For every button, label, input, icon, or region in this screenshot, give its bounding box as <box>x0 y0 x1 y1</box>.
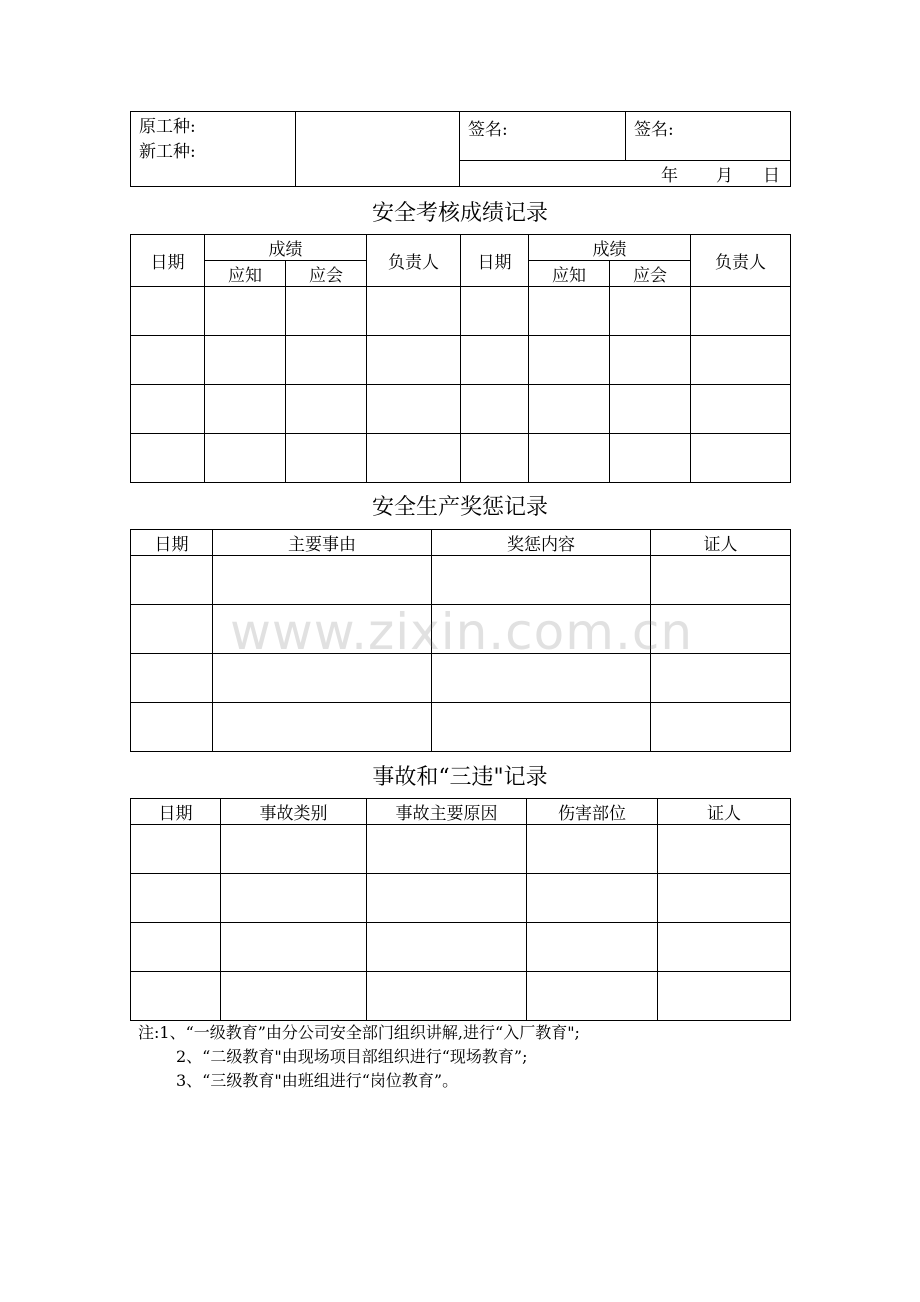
watermark: www.zixin.com.cn <box>230 603 694 661</box>
table-cell <box>205 336 286 385</box>
table-cell <box>529 336 610 385</box>
table-cell <box>658 923 791 972</box>
signature-2-label: 签名: <box>634 120 674 140</box>
table-cell <box>131 703 213 752</box>
table-cell <box>527 874 658 923</box>
reward-content-header: 奖惩内容 <box>432 530 651 556</box>
table-cell <box>432 556 651 605</box>
table-row <box>131 385 791 434</box>
signature-1-label: 签名: <box>468 120 508 140</box>
table-cell <box>205 287 286 336</box>
table-cell <box>131 385 205 434</box>
table-cell <box>286 287 367 336</box>
table-cell <box>131 972 221 1021</box>
note-line-1: 注:1、“一级教育”由分公司安全部门组织讲解,进行“入厂教育"; <box>138 1023 580 1042</box>
table-row <box>131 972 791 1021</box>
table-row <box>131 923 791 972</box>
table-cell <box>221 825 367 874</box>
reward-record-title: 安全生产奖惩记录 <box>371 495 548 520</box>
signature-2 <box>626 112 791 161</box>
table-cell <box>221 874 367 923</box>
month-label: 月 <box>716 166 733 186</box>
table-cell <box>213 605 432 654</box>
exam-should-do-header-2: 应会 <box>610 261 691 287</box>
table-cell <box>610 287 691 336</box>
worker-info-table <box>130 111 791 187</box>
table-cell <box>658 874 791 923</box>
accident-date-header: 日期 <box>131 799 221 825</box>
exam-date-header-1: 日期 <box>131 235 205 287</box>
table-row <box>131 605 791 654</box>
table-cell <box>529 434 610 483</box>
year-label: 年 <box>661 166 678 186</box>
new-job-label: 新工种: <box>139 142 196 162</box>
note-line-3: 3、“三级教育"由班组进行“岗位教育”。 <box>176 1071 459 1090</box>
accident-cause-header: 事故主要原因 <box>367 799 527 825</box>
table-cell <box>367 874 527 923</box>
table-cell <box>651 703 791 752</box>
exam-date-header-2: 日期 <box>461 235 529 287</box>
reward-reason-header: 主要事由 <box>213 530 432 556</box>
exam-record-table <box>130 234 791 483</box>
table-cell <box>658 825 791 874</box>
table-row <box>131 556 791 605</box>
reward-record-table <box>130 529 791 752</box>
table-cell <box>527 972 658 1021</box>
signature-1 <box>460 112 626 161</box>
table-cell <box>221 923 367 972</box>
accident-witness-header: 证人 <box>658 799 791 825</box>
table-cell <box>286 434 367 483</box>
original-job-label: 原工种: <box>139 117 196 137</box>
job-change-cell <box>131 112 296 187</box>
table-row <box>131 336 791 385</box>
table-cell <box>205 385 286 434</box>
table-cell <box>461 434 529 483</box>
table-cell <box>658 972 791 1021</box>
table-cell <box>131 605 213 654</box>
day-label: 日 <box>763 166 780 186</box>
table-cell <box>529 385 610 434</box>
accident-record-title: 事故和“三违"记录 <box>372 765 548 790</box>
accident-record-table <box>130 798 791 1021</box>
table-cell <box>527 923 658 972</box>
table-cell <box>367 336 461 385</box>
table-cell <box>651 605 791 654</box>
table-cell <box>367 923 527 972</box>
table-cell <box>610 434 691 483</box>
exam-record-title: 安全考核成绩记录 <box>371 201 548 226</box>
reward-date-header: 日期 <box>131 530 213 556</box>
table-cell <box>527 825 658 874</box>
table-cell <box>432 654 651 703</box>
table-cell <box>131 825 221 874</box>
exam-should-know-header-1: 应知 <box>205 261 286 287</box>
table-cell <box>610 385 691 434</box>
table-cell <box>367 287 461 336</box>
table-cell <box>131 287 205 336</box>
table-cell <box>367 972 527 1021</box>
table-cell <box>651 654 791 703</box>
table-cell <box>131 336 205 385</box>
table-cell <box>131 874 221 923</box>
table-cell <box>131 923 221 972</box>
notes <box>138 1021 580 1093</box>
table-cell <box>651 556 791 605</box>
table-row <box>131 703 791 752</box>
table-cell <box>461 336 529 385</box>
exam-score-header-2: 成绩 <box>529 235 691 261</box>
table-cell <box>691 385 791 434</box>
exam-responsible-header-1: 负责人 <box>367 235 461 287</box>
note-line-2: 2、“二级教育"由现场项目部组织进行“现场教育”; <box>176 1047 528 1066</box>
table-cell <box>367 385 461 434</box>
table-cell <box>213 703 432 752</box>
table-cell <box>205 434 286 483</box>
table-cell <box>367 825 527 874</box>
table-cell <box>213 556 432 605</box>
table-cell <box>691 434 791 483</box>
table-cell <box>286 336 367 385</box>
table-cell <box>221 972 367 1021</box>
table-cell <box>691 287 791 336</box>
exam-should-do-header-1: 应会 <box>286 261 367 287</box>
table-cell <box>131 654 213 703</box>
table-cell <box>367 434 461 483</box>
table-row <box>131 874 791 923</box>
exam-responsible-header-2: 负责人 <box>691 235 791 287</box>
accident-injury-header: 伤害部位 <box>527 799 658 825</box>
table-row <box>131 434 791 483</box>
table-row <box>131 287 791 336</box>
table-cell <box>432 703 651 752</box>
table-cell <box>461 385 529 434</box>
table-cell <box>461 287 529 336</box>
table-cell <box>213 654 432 703</box>
table-cell <box>691 336 791 385</box>
reward-witness-header: 证人 <box>651 530 791 556</box>
table-cell <box>131 556 213 605</box>
table-row <box>131 825 791 874</box>
date-cell <box>460 161 791 187</box>
table-row <box>131 654 791 703</box>
table-cell <box>432 605 651 654</box>
table-cell <box>529 287 610 336</box>
blank-cell <box>296 112 460 187</box>
exam-score-header-1: 成绩 <box>205 235 367 261</box>
exam-should-know-header-2: 应知 <box>529 261 610 287</box>
table-cell <box>286 385 367 434</box>
table-cell <box>610 336 691 385</box>
table-cell <box>131 434 205 483</box>
accident-type-header: 事故类别 <box>221 799 367 825</box>
